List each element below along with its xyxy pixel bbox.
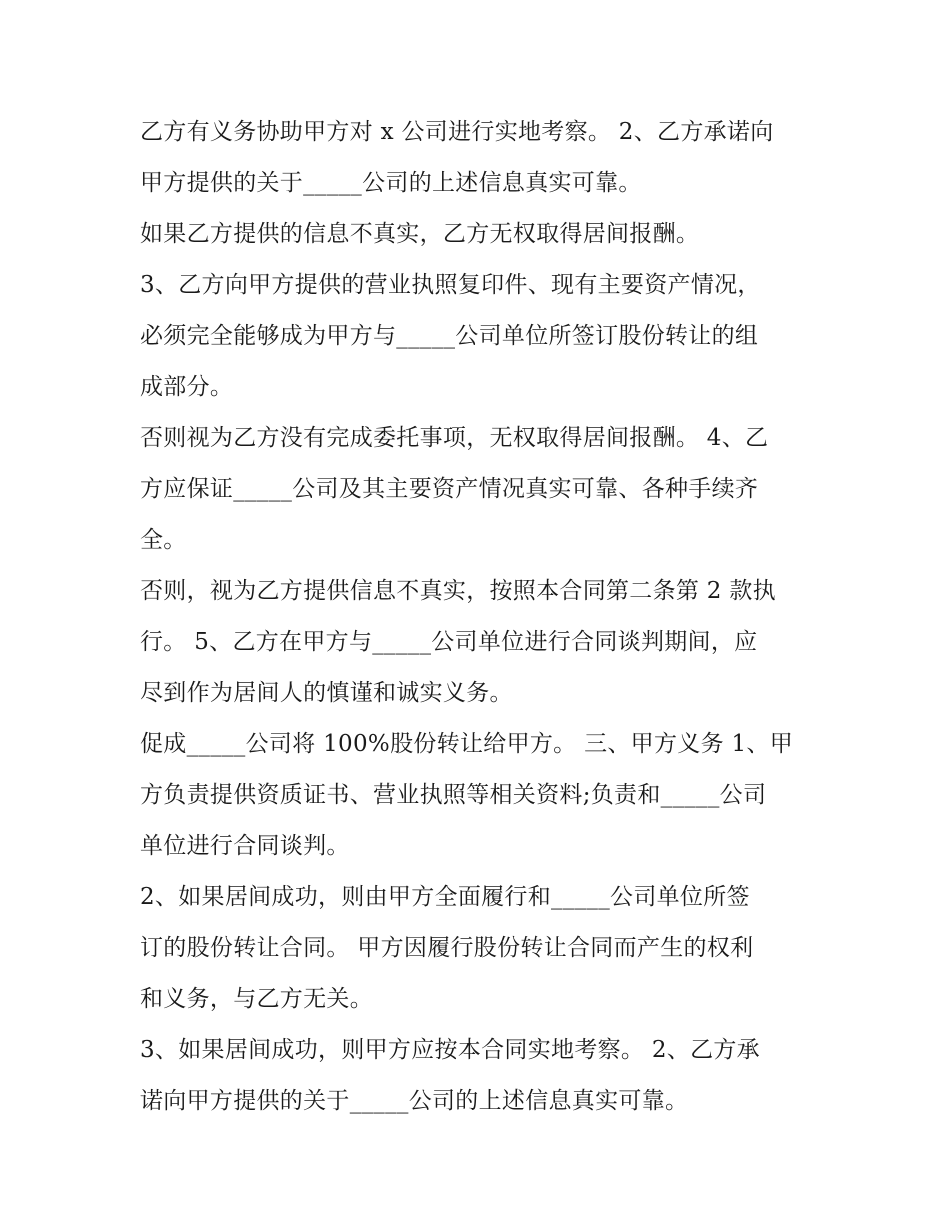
text-line: 甲方提供的关于_____公司的上述信息真实可靠。	[140, 170, 642, 196]
paragraph-6	[140, 719, 820, 872]
text-line: 2、如果居间成功，则由甲方全面履行和_____公司单位所签	[140, 884, 750, 910]
text-line: 促成_____公司将 100%股份转让给甲方。 三、甲方义务 1、甲	[140, 731, 794, 757]
text-line: 行。 5、乙方在甲方与_____公司单位进行合同谈判期间，应	[140, 629, 758, 655]
paragraph-2	[140, 209, 820, 260]
text-line: 乙方有义务协助甲方对 x 公司进行实地考察。 2、乙方承诺向	[140, 119, 774, 145]
text-line: 成部分。	[140, 374, 234, 400]
paragraph-1	[140, 107, 820, 209]
text-line: 诺向甲方提供的关于_____公司的上述信息真实可靠。	[140, 1088, 689, 1114]
text-line: 全。	[140, 527, 187, 553]
paragraph-5	[140, 566, 820, 719]
paragraph-7	[140, 872, 820, 1025]
text-line: 和义务，与乙方无关。	[140, 986, 373, 1012]
text-line: 3、乙方向甲方提供的营业执照复印件、现有主要资产情况，	[140, 272, 761, 298]
document-body	[140, 107, 820, 1127]
paragraph-4	[140, 413, 820, 566]
paragraph-3	[140, 260, 820, 413]
paragraph-8	[140, 1025, 820, 1127]
text-line: 单位进行合同谈判。	[140, 833, 350, 859]
text-line: 3、如果居间成功，则甲方应按本合同实地考察。 2、乙方承	[140, 1037, 760, 1063]
text-line: 方负责提供资质证书、营业执照等相关资料;负责和_____公司	[140, 782, 767, 808]
text-line: 尽到作为居间人的慎谨和诚实义务。	[140, 680, 513, 706]
text-line: 否则，视为乙方提供信息不真实，按照本合同第二条第 2 款执	[140, 578, 776, 604]
text-line: 否则视为乙方没有完成委托事项，无权取得居间报酬。 4、乙	[140, 425, 769, 451]
text-line: 订的股份转让合同。 甲方因履行股份转让合同而产生的权利	[140, 935, 754, 961]
text-line: 必须完全能够成为甲方与_____公司单位所签订股份转让的组	[140, 323, 759, 349]
text-line: 方应保证_____公司及其主要资产情况真实可靠、各种手续齐	[140, 476, 759, 502]
text-line: 如果乙方提供的信息不真实，乙方无权取得居间报酬。	[140, 221, 700, 247]
